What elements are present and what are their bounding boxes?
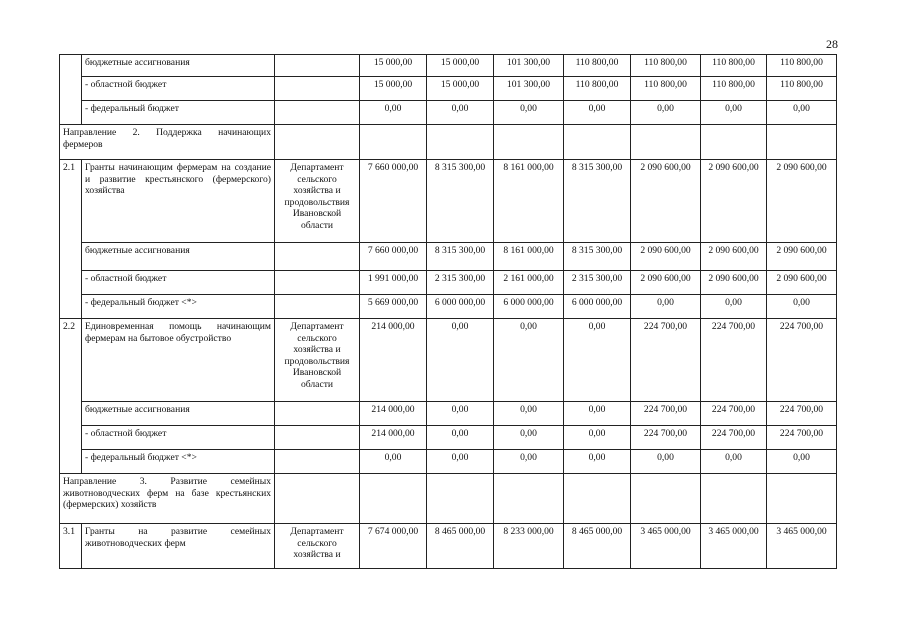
value-cell: 15 000,00 bbox=[427, 55, 494, 77]
value-cell: 224 700,00 bbox=[701, 402, 767, 426]
value-cell: 110 800,00 bbox=[701, 77, 767, 101]
empty-cell bbox=[767, 125, 837, 160]
empty-cell bbox=[427, 125, 494, 160]
value-cell: 110 800,00 bbox=[767, 77, 837, 101]
value-cell: 0,00 bbox=[360, 450, 427, 474]
value-cell: 101 300,00 bbox=[494, 77, 564, 101]
table-row bbox=[60, 55, 837, 77]
value-cell: 0,00 bbox=[427, 450, 494, 474]
page-number: 28 bbox=[826, 37, 838, 51]
value-cell: 3 465 000,00 bbox=[631, 524, 701, 569]
value-cell: 2 090 600,00 bbox=[767, 243, 837, 271]
item-code: 2.2 bbox=[60, 319, 82, 474]
value-cell: 6 000 000,00 bbox=[427, 295, 494, 319]
value-cell: 0,00 bbox=[701, 101, 767, 125]
direction-row bbox=[60, 474, 837, 524]
empty-cell bbox=[767, 474, 837, 524]
table-row bbox=[60, 426, 837, 450]
value-cell: 224 700,00 bbox=[767, 402, 837, 426]
value-cell: 110 800,00 bbox=[631, 77, 701, 101]
value-cell: 7 660 000,00 bbox=[360, 243, 427, 271]
dept-cell bbox=[275, 402, 360, 426]
value-cell: 110 800,00 bbox=[564, 55, 631, 77]
row-label: бюджетные ассигнования bbox=[82, 402, 275, 426]
value-cell: 8 465 000,00 bbox=[564, 524, 631, 569]
code-cell bbox=[60, 55, 82, 125]
value-cell: 2 090 600,00 bbox=[631, 271, 701, 295]
empty-cell bbox=[631, 125, 701, 160]
row-label: бюджетные ассигнования bbox=[82, 243, 275, 271]
value-cell: 224 700,00 bbox=[631, 319, 701, 402]
empty-cell bbox=[427, 474, 494, 524]
item-row bbox=[60, 524, 837, 569]
empty-cell bbox=[360, 125, 427, 160]
value-cell: 2 090 600,00 bbox=[701, 243, 767, 271]
value-cell: 0,00 bbox=[427, 426, 494, 450]
value-cell: 8 315 300,00 bbox=[564, 243, 631, 271]
value-cell: 0,00 bbox=[564, 402, 631, 426]
value-cell: 0,00 bbox=[564, 101, 631, 125]
direction-heading: Направление 2. Поддержка начинающих фермеров bbox=[60, 125, 275, 160]
value-cell: 2 090 600,00 bbox=[767, 160, 837, 243]
direction-heading: Направление 3. Развитие семейных животноводческих ферм на базе крестьянских (фермерских) хозяйств bbox=[60, 474, 275, 524]
row-label: бюджетные ассигнования bbox=[82, 55, 275, 77]
item-name: Единовременная помощь начинающим фермерам на бытовое обустройство bbox=[82, 319, 275, 402]
empty-cell bbox=[701, 125, 767, 160]
value-cell: 2 090 600,00 bbox=[767, 271, 837, 295]
value-cell: 6 000 000,00 bbox=[494, 295, 564, 319]
value-cell: 7 674 000,00 bbox=[360, 524, 427, 569]
empty-cell bbox=[701, 474, 767, 524]
table-row bbox=[60, 271, 837, 295]
item-code: 3.1 bbox=[60, 524, 82, 569]
value-cell: 2 315 300,00 bbox=[564, 271, 631, 295]
value-cell: 224 700,00 bbox=[767, 426, 837, 450]
value-cell: 2 090 600,00 bbox=[631, 160, 701, 243]
value-cell: 224 700,00 bbox=[701, 426, 767, 450]
dept-cell: Департамент сельского хозяйства и продовольствия Ивановской области bbox=[275, 160, 360, 243]
value-cell: 110 800,00 bbox=[631, 55, 701, 77]
value-cell: 0,00 bbox=[360, 101, 427, 125]
value-cell: 0,00 bbox=[631, 101, 701, 125]
empty-cell bbox=[564, 474, 631, 524]
empty-cell bbox=[494, 474, 564, 524]
item-name: Гранты на развитие семейных животноводческих ферм bbox=[82, 524, 275, 569]
value-cell: 0,00 bbox=[494, 402, 564, 426]
value-cell: 0,00 bbox=[701, 450, 767, 474]
value-cell: 0,00 bbox=[494, 319, 564, 402]
value-cell: 0,00 bbox=[631, 295, 701, 319]
value-cell: 0,00 bbox=[701, 295, 767, 319]
dept-cell bbox=[275, 271, 360, 295]
value-cell: 2 090 600,00 bbox=[631, 243, 701, 271]
empty-cell bbox=[631, 474, 701, 524]
value-cell: 224 700,00 bbox=[701, 319, 767, 402]
item-code: 2.1 bbox=[60, 160, 82, 319]
value-cell: 8 233 000,00 bbox=[494, 524, 564, 569]
empty-cell bbox=[275, 474, 360, 524]
value-cell: 0,00 bbox=[564, 450, 631, 474]
value-cell: 8 161 000,00 bbox=[494, 160, 564, 243]
value-cell: 0,00 bbox=[767, 101, 837, 125]
value-cell: 15 000,00 bbox=[360, 55, 427, 77]
value-cell: 5 669 000,00 bbox=[360, 295, 427, 319]
row-label: - федеральный бюджет <*> bbox=[82, 450, 275, 474]
dept-cell bbox=[275, 101, 360, 125]
table-row bbox=[60, 295, 837, 319]
empty-cell bbox=[564, 125, 631, 160]
value-cell: 8 315 300,00 bbox=[427, 243, 494, 271]
empty-cell bbox=[275, 125, 360, 160]
dept-cell: Департамент сельского хозяйства и bbox=[275, 524, 360, 569]
value-cell: 0,00 bbox=[767, 295, 837, 319]
value-cell: 214 000,00 bbox=[360, 319, 427, 402]
dept-cell bbox=[275, 450, 360, 474]
item-row bbox=[60, 160, 837, 243]
table-row bbox=[60, 101, 837, 125]
dept-cell bbox=[275, 295, 360, 319]
row-label: - областной бюджет bbox=[82, 77, 275, 101]
value-cell: 15 000,00 bbox=[427, 77, 494, 101]
row-label: - федеральный бюджет <*> bbox=[82, 295, 275, 319]
empty-cell bbox=[360, 474, 427, 524]
table-row bbox=[60, 450, 837, 474]
row-label: - областной бюджет bbox=[82, 271, 275, 295]
value-cell: 2 315 300,00 bbox=[427, 271, 494, 295]
value-cell: 8 465 000,00 bbox=[427, 524, 494, 569]
value-cell: 2 161 000,00 bbox=[494, 271, 564, 295]
value-cell: 8 315 300,00 bbox=[564, 160, 631, 243]
value-cell: 214 000,00 bbox=[360, 426, 427, 450]
empty-cell bbox=[494, 125, 564, 160]
table-row bbox=[60, 402, 837, 426]
value-cell: 110 800,00 bbox=[767, 55, 837, 77]
value-cell: 8 315 300,00 bbox=[427, 160, 494, 243]
dept-cell bbox=[275, 426, 360, 450]
row-label: - областной бюджет bbox=[82, 426, 275, 450]
value-cell: 0,00 bbox=[427, 319, 494, 402]
value-cell: 0,00 bbox=[564, 426, 631, 450]
value-cell: 0,00 bbox=[427, 101, 494, 125]
item-row bbox=[60, 319, 837, 402]
value-cell: 3 465 000,00 bbox=[701, 524, 767, 569]
value-cell: 0,00 bbox=[494, 450, 564, 474]
value-cell: 0,00 bbox=[564, 319, 631, 402]
dept-cell bbox=[275, 77, 360, 101]
value-cell: 224 700,00 bbox=[631, 402, 701, 426]
value-cell: 101 300,00 bbox=[494, 55, 564, 77]
direction-row bbox=[60, 125, 837, 160]
value-cell: 110 800,00 bbox=[564, 77, 631, 101]
value-cell: 214 000,00 bbox=[360, 402, 427, 426]
value-cell: 1 991 000,00 bbox=[360, 271, 427, 295]
budget-table bbox=[59, 54, 837, 569]
value-cell: 0,00 bbox=[494, 426, 564, 450]
value-cell: 6 000 000,00 bbox=[564, 295, 631, 319]
value-cell: 0,00 bbox=[494, 101, 564, 125]
value-cell: 224 700,00 bbox=[631, 426, 701, 450]
value-cell: 110 800,00 bbox=[701, 55, 767, 77]
item-name: Гранты начинающим фермерам на создание и развитие крестьянского (фермерского) хозяйства bbox=[82, 160, 275, 243]
table-row bbox=[60, 77, 837, 101]
value-cell: 224 700,00 bbox=[767, 319, 837, 402]
value-cell: 2 090 600,00 bbox=[701, 271, 767, 295]
value-cell: 3 465 000,00 bbox=[767, 524, 837, 569]
value-cell: 0,00 bbox=[631, 450, 701, 474]
value-cell: 0,00 bbox=[427, 402, 494, 426]
value-cell: 8 161 000,00 bbox=[494, 243, 564, 271]
row-label: - федеральный бюджет bbox=[82, 101, 275, 125]
value-cell: 0,00 bbox=[767, 450, 837, 474]
value-cell: 7 660 000,00 bbox=[360, 160, 427, 243]
dept-cell bbox=[275, 243, 360, 271]
value-cell: 2 090 600,00 bbox=[701, 160, 767, 243]
dept-cell bbox=[275, 55, 360, 77]
dept-cell: Департамент сельского хозяйства и продовольствия Ивановской области bbox=[275, 319, 360, 402]
table-row bbox=[60, 243, 837, 271]
value-cell: 15 000,00 bbox=[360, 77, 427, 101]
